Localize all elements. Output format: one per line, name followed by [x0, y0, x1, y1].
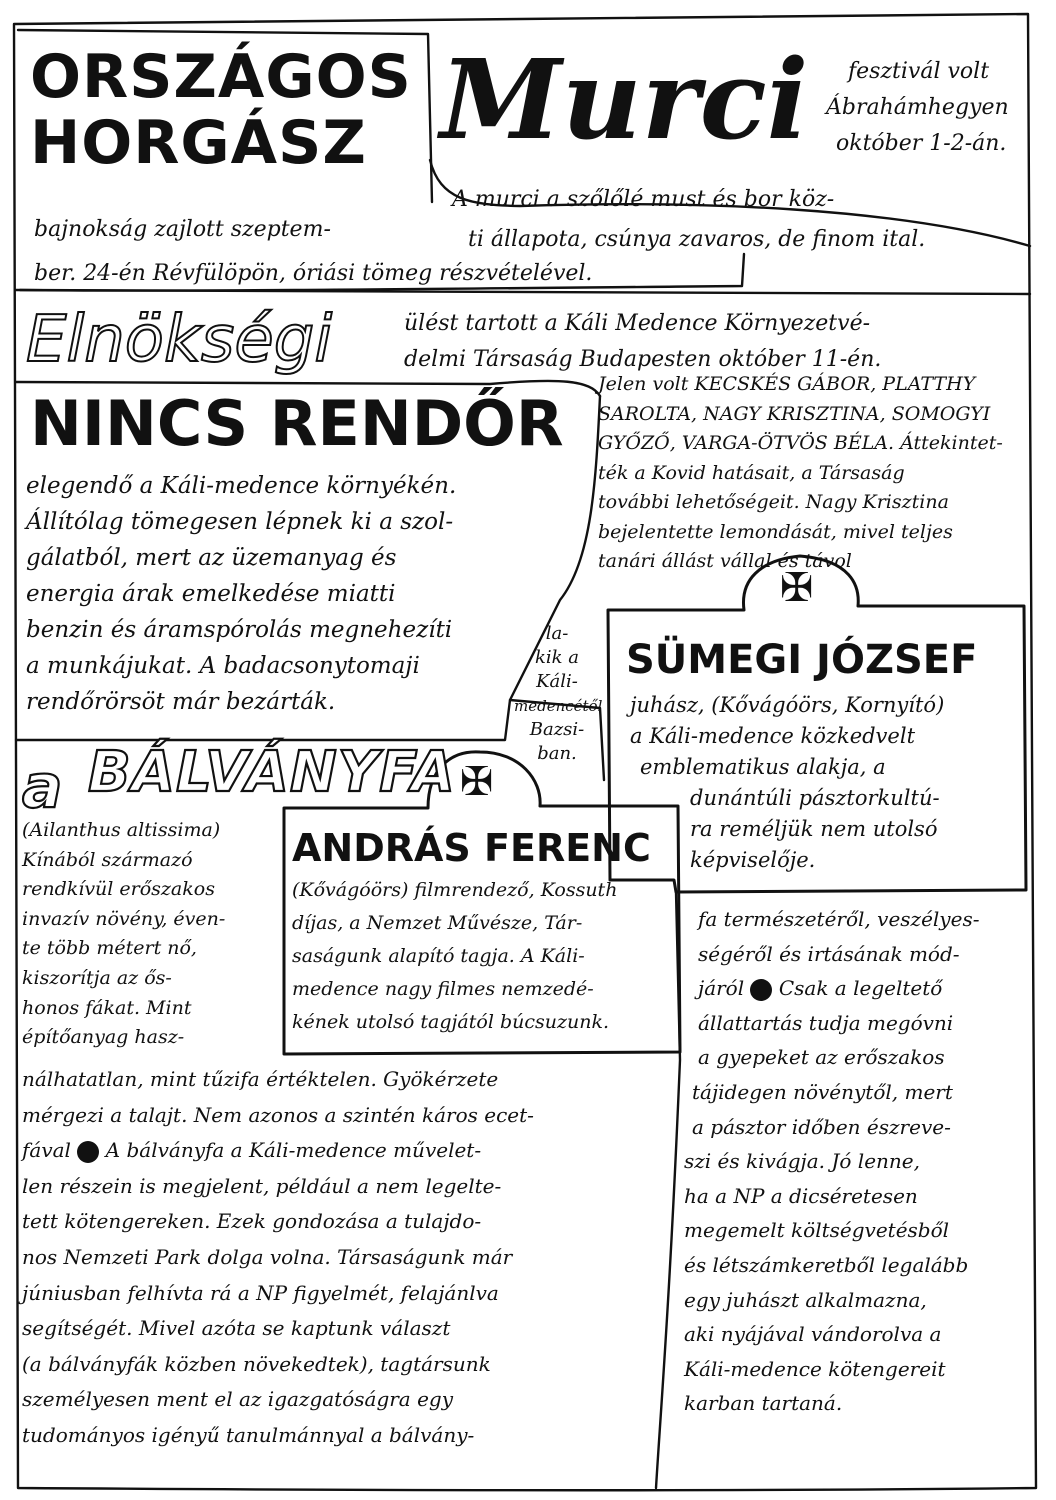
elnokseg-body-line: GYŐZŐ, VARGA-ÖTVÖS BÉLA. Áttekintet-	[598, 432, 1003, 454]
rendor-body	[26, 468, 456, 720]
rendor-body-line: benzin és áramspórolás megnehezíti	[26, 617, 453, 643]
balvanyfa-right-line: fa természetéről, veszélyes-	[698, 907, 980, 931]
elnokseg-side	[514, 622, 603, 766]
elnokseg-intro-line: delmi Társaság Budapesten október 11-én.	[404, 347, 882, 372]
balvanyfa-left	[22, 816, 225, 1053]
balvanyfa-right-line: megemelt költségvetésből	[684, 1218, 950, 1243]
sumegi-body-line: képviselője.	[690, 848, 816, 872]
balvanyfa-wide-line: len részein is megjelent, például a nem legelte-	[22, 1173, 502, 1198]
elnokseg-body-line: további lehetőségeit. Nagy Krisztina	[598, 491, 949, 513]
balvanyfa-wide-line: (a bálványfák közben növekedtek), tagtársunk	[22, 1351, 491, 1376]
andras-body-line: medence nagy filmes nemzedé-	[292, 978, 594, 1000]
rendor-body-line: energia árak emelkedése miatti	[26, 581, 396, 607]
orszagos-title	[30, 44, 412, 176]
orszagos-body-line: ber. 24-én Révfülöpön, óriási tömeg részvételével.	[34, 261, 593, 286]
balvanyfa-wide-line: mérgezi a talajt. Nem azonos a szintén káros ecet-	[22, 1102, 534, 1127]
balvanyfa-right-line: ségéről és irtásának mód-	[698, 941, 960, 966]
elnokseg-side-line: ban.	[537, 743, 577, 764]
murci-body-line: ti állapota, csúnya zavaros, de finom ital.	[468, 227, 926, 252]
balvanyfa-wide-text: A bálványfa a Káli-medence művelet-	[105, 1138, 482, 1163]
sumegi-body-line: emblematikus alakja, a	[640, 755, 886, 779]
orszagos-title-line1: ORSZÁGOS	[30, 42, 412, 112]
balvanyfa-wide-line: nos Nemzeti Park dolga volna. Társaságunk már	[22, 1244, 513, 1269]
murci-title: Murci	[440, 35, 809, 164]
elnokseg-side-line: Bazsi-	[529, 719, 585, 740]
rendor-body-line: a munkájukat. A badacsonytomaji	[26, 653, 420, 679]
elnokseg-side-line: la-	[545, 623, 569, 644]
sumegi-name: SÜMEGI JÓZSEF	[626, 637, 978, 683]
elnokseg-body-line: SAROLTA, NAGY KRISZTINA, SOMOGYI	[598, 402, 991, 425]
balvanyfa-right-text: Csak a legeltető	[778, 976, 943, 1001]
elnokseg-side-line: medencétől	[514, 697, 603, 715]
sumegi-body-line: juhász, (Kővágóörs, Kornyító)	[630, 693, 945, 717]
balvanyfa-right-line: ha a NP a dicséretesen	[684, 1183, 918, 1208]
balvanyfa-wide-line	[22, 1133, 534, 1169]
elnokseg-body	[598, 370, 1003, 577]
elnokseg-side-line: Káli-	[536, 671, 578, 692]
andras-body-line: saságunk alapító tagja. A Káli-	[292, 945, 585, 967]
balvanyfa-right-line: a pásztor időben észreve-	[692, 1114, 951, 1139]
balvanyfa-right-line: tájidegen növénytől, mert	[692, 1079, 953, 1104]
balvanyfa-left-line: invazív növény, éven-	[22, 907, 226, 930]
balvanyfa-right-line: Káli-medence kötengereit	[684, 1356, 946, 1381]
rendor-body-line: Állítólag tömegesen lépnek ki a szol-	[26, 509, 454, 535]
sumegi-body-line: dunántúli pásztorkultú-	[690, 786, 940, 810]
balvanyfa-left-line: Kínából származó	[22, 848, 193, 871]
balvanyfa-wide-line: tudományos igényű tanulmánnyal a bálvány-	[22, 1422, 475, 1447]
andras-name: ANDRÁS FERENC	[292, 826, 651, 870]
balvanyfa-wide-line: személyesen ment el az igazgatóságra egy	[22, 1387, 454, 1412]
elnokseg-body-line: ték a Kovid hatásait, a Társaság	[598, 461, 905, 484]
orszagos-body-line: bajnokság zajlott szeptem-	[34, 217, 331, 242]
bullet-dot-icon	[750, 979, 772, 1001]
balvanyfa-left-line: te több métert nő,	[22, 937, 197, 960]
elnokseg-body-line: tanári állást vállal és távol	[598, 550, 852, 572]
balvanyfa-wide-line: segítségét. Mivel azóta se kaptunk választ	[22, 1316, 451, 1341]
balvanyfa-right-line: és létszámkeretből legalább	[684, 1252, 969, 1277]
balvanyfa-wide-line: nálhatatlan, mint tűzifa értéktelen. Gyökérzete	[22, 1067, 499, 1091]
elnokseg-intro	[404, 306, 881, 378]
balvanyfa-right-line: karban tartaná.	[684, 1391, 843, 1416]
elnokseg-body-line: bejelentette lemondását, mivel teljes	[598, 520, 953, 543]
balvanyfa-article: a	[22, 752, 63, 822]
balvanyfa-right-line: szi és kivágja. Jó lenne,	[684, 1149, 920, 1174]
rendor-title: NINCS RENDŐR	[30, 387, 564, 460]
sumegi-cross-icon: ✠	[780, 565, 814, 611]
elnokseg-title: Elnökségi	[26, 303, 333, 377]
sumegi-body-line: ra reméljük nem utolsó	[690, 817, 938, 841]
murci-side-line: Ábrahámhegyen	[826, 95, 1009, 120]
rendor-body-line: elegendő a Káli-medence környékén.	[26, 473, 457, 499]
balvanyfa-left-line: rendkívül erőszakos	[22, 878, 215, 901]
balvanyfa-right-line: állattartás tudja megóvni	[698, 1010, 954, 1035]
balvanyfa-right-line: a gyepeket az erőszakos	[698, 1045, 945, 1070]
orszagos-title-line2: HORGÁSZ	[30, 108, 367, 178]
elnokseg-side-line: kik a	[534, 647, 580, 668]
right-column-line	[656, 892, 680, 1488]
balvanyfa-right-line: egy juhászt alkalmazna,	[684, 1287, 927, 1312]
balvanyfa-title: BÁLVÁNYFA	[88, 740, 456, 805]
murci-side	[826, 54, 1009, 162]
balvanyfa-left-line: honos fákat. Mint	[22, 996, 192, 1019]
rendor-body-line: gálatból, mert az üzemanyag és	[26, 545, 397, 571]
murci-side-line: október 1-2-án.	[836, 131, 1007, 156]
balvanyfa-left-line: kiszorítja az ős-	[22, 966, 172, 989]
sumegi-body	[630, 690, 944, 876]
andras-body-line: kének utolsó tagjától búcsuzunk.	[292, 1011, 610, 1033]
elnokseg-intro-line: ülést tartott a Káli Medence Környezetvé-	[404, 311, 871, 336]
andras-body-line: díjas, a Nemzet Művésze, Tár-	[292, 912, 583, 934]
balvanyfa-wide-line: júniusban felhívta rá a NP figyelmét, felajánlva	[22, 1280, 499, 1305]
balvanyfa-left-line: (Ailanthus altissima)	[22, 819, 221, 841]
balvanyfa-right-line	[684, 971, 979, 1006]
balvanyfa-right	[684, 902, 979, 1421]
balvanyfa-wide	[22, 1062, 534, 1454]
rendor-body-line: rendőrörsöt már bezárták.	[26, 689, 336, 715]
murci-side-line: fesztivál volt	[848, 59, 990, 84]
murci-body-line: A murci a szőlőlé must és bor köz-	[452, 187, 835, 212]
andras-body-line: (Kővágóörs) filmrendező, Kossuth	[292, 879, 618, 901]
sumegi-body-line: a Káli-medence közkedvelt	[630, 724, 916, 748]
murci-body	[452, 180, 925, 260]
andras-body	[292, 874, 617, 1039]
balvanyfa-right-line: aki nyájával vándorolva a	[684, 1322, 942, 1347]
balvanyfa-wide-line: tett kötengereken. Ezek gondozása a tulajdo-	[22, 1209, 482, 1234]
andras-cross-icon: ✠	[460, 759, 494, 805]
elnokseg-body-line: Jelen volt KECSKÉS GÁBOR, PLATTHY	[598, 373, 976, 395]
balvanyfa-wide-text: fával	[22, 1138, 71, 1163]
balvanyfa-right-text: járól	[698, 976, 745, 1001]
bullet-dot-icon	[77, 1141, 99, 1163]
balvanyfa-left-line: építőanyag hasz-	[22, 1026, 185, 1049]
